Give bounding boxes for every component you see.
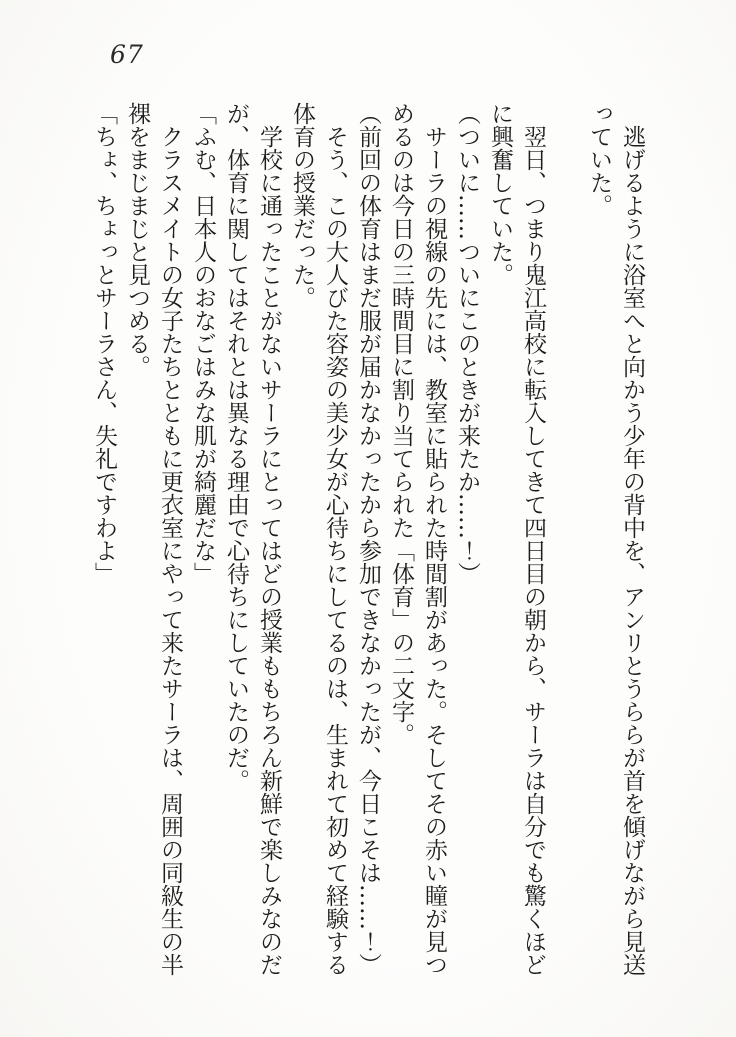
paragraph: 逃げるように浴室へと向かう少年の背中を、アンリとうららが首を傾げながら見送っていた。 bbox=[586, 102, 645, 976]
paragraph-inner-monologue: （ついに……ついにこのときが来たか……！） bbox=[454, 102, 480, 585]
paragraph: 翌日、つまり鬼江高校に転入してきて四日目の朝から、サーラは自分でも驚くほどに興奮していた。 bbox=[487, 102, 546, 976]
paragraph-dialogue: 「ふむ、日本人のおなごはみな肌が綺麗だな」 bbox=[190, 102, 216, 585]
paragraph: 学校に通ったことがないサーラにとってはどの授業ももちろん新鮮で楽しみなのだが、体育に関してはそれとは異なる理由で心待ちにしていたのだ。 bbox=[223, 102, 282, 976]
page-number-text: 67 bbox=[110, 40, 144, 69]
paragraph-dialogue: 「ちょ、ちょっとサーラさん、失礼ですわよ」 bbox=[91, 102, 117, 585]
scene-break bbox=[549, 102, 582, 976]
paragraph: クラスメイトの女子たちとともに更衣室にやって来たサーラは、周囲の同級生の半裸をまじまじと見つめる。 bbox=[124, 102, 183, 976]
paragraph: サーラの視線の先には、教室に貼られた時間割があった。そしてその赤い瞳が見つめるのは今日の三時間目に割り当てられた「体育」の二文字。 bbox=[388, 102, 447, 976]
novel-text-block bbox=[87, 102, 648, 976]
paragraph-inner-monologue: （前回の体育はまだ服が届かなかったから参加できなかったが、今日こそは……！） bbox=[355, 102, 381, 976]
page-number bbox=[110, 40, 144, 69]
paragraph: そう、この大人びた容姿の美少女が心待ちにしてるのは、生まれて初めて経験する体育の授業だった。 bbox=[289, 102, 348, 976]
